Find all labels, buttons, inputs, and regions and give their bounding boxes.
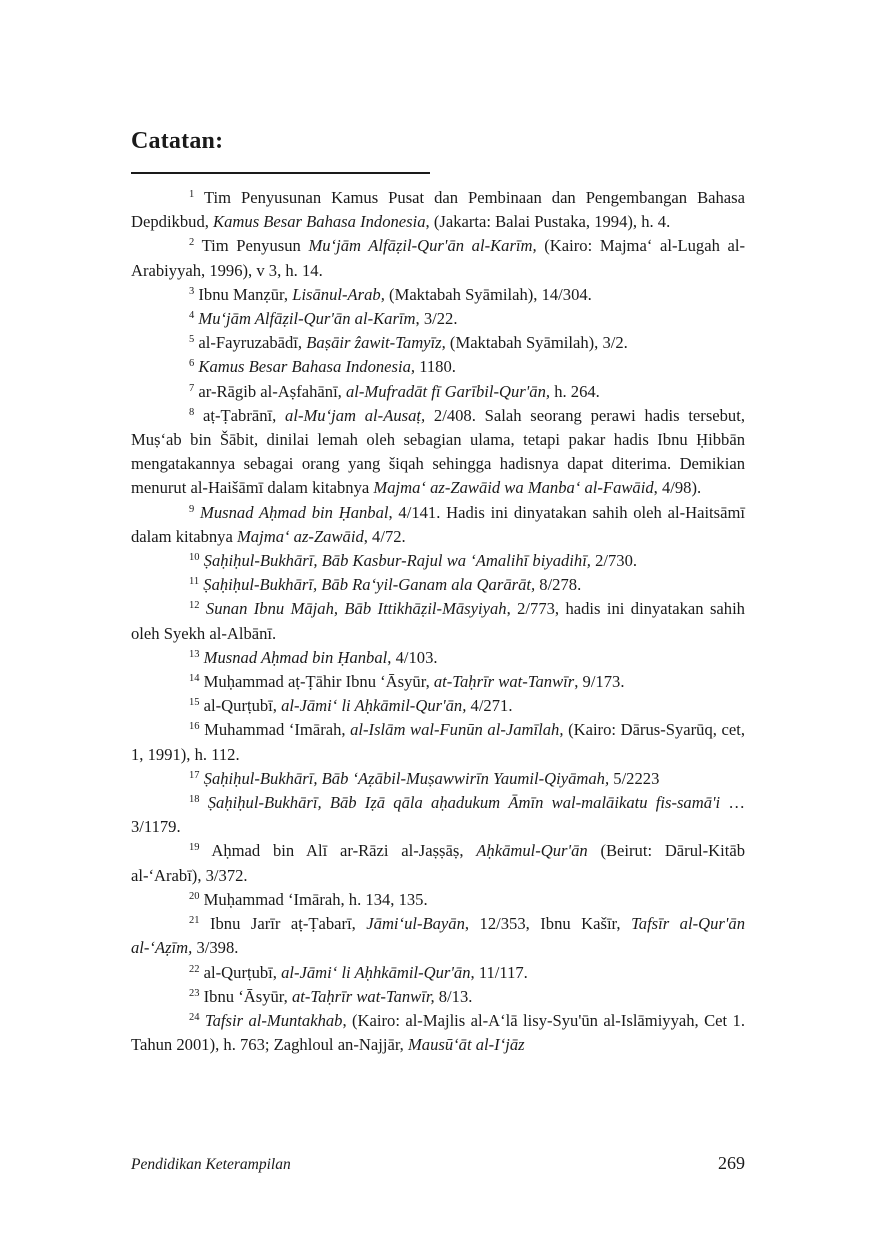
footnote-16 [131,718,745,766]
footnote-title-text: Ṣaḥiḥul-Bukhārī, Bāb Kasbur-Rajul wa ‘Amalihī biyadihī, [203,551,591,571]
footnote-title-text: Tafsīr al-Qur'ān al-‘Aẓīm, [131,914,745,958]
footnote-number: 9 [189,503,195,515]
footnote-number: 7 [189,382,195,394]
footnote-14 [131,670,745,694]
footnote-2 [131,234,745,282]
footnote-title-text: Tafsir al-Muntakhab [204,1010,343,1030]
footnote-number: 2 [189,237,195,249]
footnote-text: Muḥammad aṭ-Ṭāhir Ibnu ‘Āsyūr, [203,672,434,692]
footnote-text: , (Kairo: al-Majlis al-A‘lā lisy-Syu'ūn al-Islāmiyyah, Cet 1. Tahun 2001), h. 763; Zaghloul an-Najjār, [131,1010,745,1055]
footnote-divider [131,172,430,174]
footnote-title-text: Ṣaḥiḥul-Bukhārī, Bāb Ra‘yil-Ganam ala Qarārāt, [203,575,536,595]
footnote-17 [131,767,745,791]
footnote-text: (Maktabah Syāmilah), 3/2. [445,333,628,353]
footnote-text: , 4/141. Hadis ini dinyatakan sahih oleh al-Haitsāmī dalam kitabnya [131,502,746,546]
footnote-text: Aḥmad bin Alī ar-Rāzi al-Jaṣṣāṣ, [211,841,477,861]
footnote-title-text: Musnad Aḥmad bin Ḥanbal [203,647,388,667]
footnote-number: 24 [189,1012,200,1024]
running-footer-title: Pendidikan Keterampilan [131,1156,291,1173]
footnote-title-text: Lisānul-Arab, [292,284,385,304]
footnote-4 [131,307,745,331]
footnote-number: 4 [189,310,195,322]
footnote-text: 2/730. [590,551,638,571]
footnote-15 [131,694,745,718]
footnote-text: , 2/773, hadis ini dinyatakan sahih oleh Syekh al-Albānī. [131,599,745,643]
footnote-text: , 11/117. [470,962,528,982]
footnote-number: 16 [189,721,200,733]
footnote-title-text: at-Taḥrīr wat-Tanwīr [433,672,575,692]
footnote-text: (Maktabah Syāmilah), 14/304. [384,284,592,304]
footnote-title-text: Ṣaḥiḥul-Bukhārī, Bāb ‘Aẓābil-Muṣawwirīn Yaumil-Qiyāmah, [203,768,610,788]
footnote-number: 12 [189,600,200,612]
footnote-text: Muhammad ‘Imārah, [204,720,351,740]
footnote-text: (Kairo: Majma‘ al-Lugah al-Arabiyyah, 1996), v 3, h. 14. [131,236,745,280]
footnote-title-text: Sunan Ibnu Mājah, Bāb Ittikhāẓil-Māsyiyah [205,599,507,619]
footnote-3 [131,283,745,307]
footnote-text: al-Qurṭubī, [203,962,282,982]
footnote-title-text: Ṣaḥiḥul-Bukhārī, Bāb Iẓā qāla aḥadukum Āmīn wal-malāikatu fis-samā'i [207,793,721,813]
footnote-title-text: Musnad Aḥmad bin Ḥanbal [200,502,389,522]
footnote-title-text: Aḥkāmul-Qur'ān [476,841,588,861]
footnote-title-text: al-Mu‘jam al-Ausaṭ, [285,405,426,425]
footnote-title-text: Majma‘ az-Zawāid wa Manba‘ al-Fawāid [373,478,654,498]
footnote-1 [131,186,745,234]
footnote-number: 14 [189,673,200,685]
footnote-number: 11 [189,576,200,588]
footnote-13 [131,646,745,670]
footnote-text: , 3/22. [415,309,458,329]
footnote-number: 18 [189,794,200,806]
footnote-title-text: Jāmi‘ul-Bayān [366,914,465,934]
footnote-text: al-Qurṭubī, [203,696,282,716]
footnote-title-text: al-Islām wal-Funūn al-Jamīlah, [350,720,564,740]
footnote-text: (Beirut: Dārul-Kitāb al-‘Arabī), 3/372. [131,841,745,885]
footnote-text: 4/271. [466,696,513,716]
footnote-number: 3 [189,286,195,298]
footnote-text: , 12/353, Ibnu Kašīr, [464,914,632,934]
footnote-title-text: Kamus Besar Bahasa Indonesia [213,212,426,232]
footnote-7 [131,380,745,404]
footnote-24 [131,1009,745,1057]
footnote-number: 23 [189,987,200,999]
footnote-text: ar-Rāgib al-Aṣfahānī, [198,381,346,401]
footnote-number: 19 [189,842,200,854]
footnote-text: 3/398. [192,938,239,958]
footnote-18 [131,791,745,839]
footnote-text: Ibnu Manẓūr, [198,284,293,304]
footnote-text: 2/408. Salah seorang perawi hadis tersebut, Muṣ‘ab bin Šābit, dinilai lemah oleh sebagian ulama, tetapi pakar hadis Ibnu Ḥibbān mengatakannya sebagai orang yang šiqah sehingga hadisnya dapat diterima. Demikian menurut al-Haišāmī dalam kitabnya [131,405,745,498]
footnotes-list [131,186,745,1057]
footnote-title-text: at-Taḥrīr wat-Tanwīr, [291,986,435,1006]
page-number: 269 [718,1153,745,1173]
footnote-text: 1180. [415,357,456,377]
footnote-text: Tim Penyusunan Kamus Pusat dan Pembinaan dan Pengembangan Bahasa Depdikbud, [131,188,745,232]
footnote-6 [131,355,745,379]
footnote-text: h. 264. [550,381,600,401]
footnote-title-text: al-Jāmi‘ li Aḥkāmil-Qur'ān, [281,696,467,716]
footnote-text: 5/2223 [609,768,660,788]
footnote-19 [131,839,745,887]
footnote-21 [131,912,745,960]
footnote-text: , 4/98). [653,478,702,498]
footnote-number: 22 [189,963,200,975]
footnote-text: al-Fayruzabādī, [198,333,307,353]
footnote-22 [131,961,745,985]
footnote-text: 8/278. [535,575,582,595]
footnote-title-text: Mu‘jām Alfāẓil-Qur'ān al-Karīm, [308,236,537,256]
footnote-23 [131,985,745,1009]
footnote-title-text: Kamus Besar Bahasa Indonesia, [198,357,416,377]
footnote-text: Ibnu ‘Āsyūr, [203,986,292,1006]
footnote-12 [131,597,745,645]
footnote-number: 13 [189,649,200,661]
footnote-title-text: Mu‘jām Alfāẓil-Qur'ān al-Karīm [198,309,416,329]
footnote-number: 6 [189,358,195,370]
section-heading: Catatan: [131,128,224,154]
footnote-text: , 4/72. [363,526,406,546]
footnote-number: 5 [189,334,195,346]
footnote-text: … 3/1179. [131,793,746,837]
footnote-number: 20 [189,891,200,903]
footnote-title-text: Majma‘ az-Zawāid [236,526,364,546]
footnote-title-text: Mausū‘āt al-I‘jāz [407,1035,525,1055]
footnote-text: Tim Penyusun [201,236,309,256]
footnote-number: 10 [189,552,200,564]
page-footer [131,1153,745,1174]
footnote-number: 15 [189,697,200,709]
footnote-text: 8/13. [434,986,473,1006]
footnote-text: Muḥammad ‘Imārah, h. 134, 135. [203,889,428,909]
footnote-number: 21 [189,915,200,927]
footnote-text: , (Jakarta: Balai Pustaka, 1994), h. 4. [425,212,671,232]
footnote-number: 8 [189,407,195,419]
footnote-title-text: al-Jāmi‘ li Aḥhkāmil-Qur'ān [281,962,471,982]
footnote-10 [131,549,745,573]
footnote-text: , 4/103. [387,647,438,667]
footnote-title-text: Baṣāir ẑawit-Tamyīz, [306,333,446,353]
footnote-text: , 9/173. [574,672,625,692]
footnote-8 [131,404,745,501]
footnote-number: 1 [189,189,195,201]
footnote-20 [131,888,745,912]
footnote-5 [131,331,745,355]
footnote-text: Ibnu Jarīr aṭ-Ṭabarī, [209,914,367,934]
footnote-11 [131,573,745,597]
footnote-text: (Kairo: Dārus-Syarūq, cet, 1, 1991), h. 112. [131,720,745,764]
footnote-number: 17 [189,770,200,782]
footnote-title-text: al-Mufradāt fī Garībil-Qur'ān, [345,381,551,401]
footnote-9 [131,501,745,549]
footnote-text: aṭ-Ṭabrānī, [203,405,286,425]
